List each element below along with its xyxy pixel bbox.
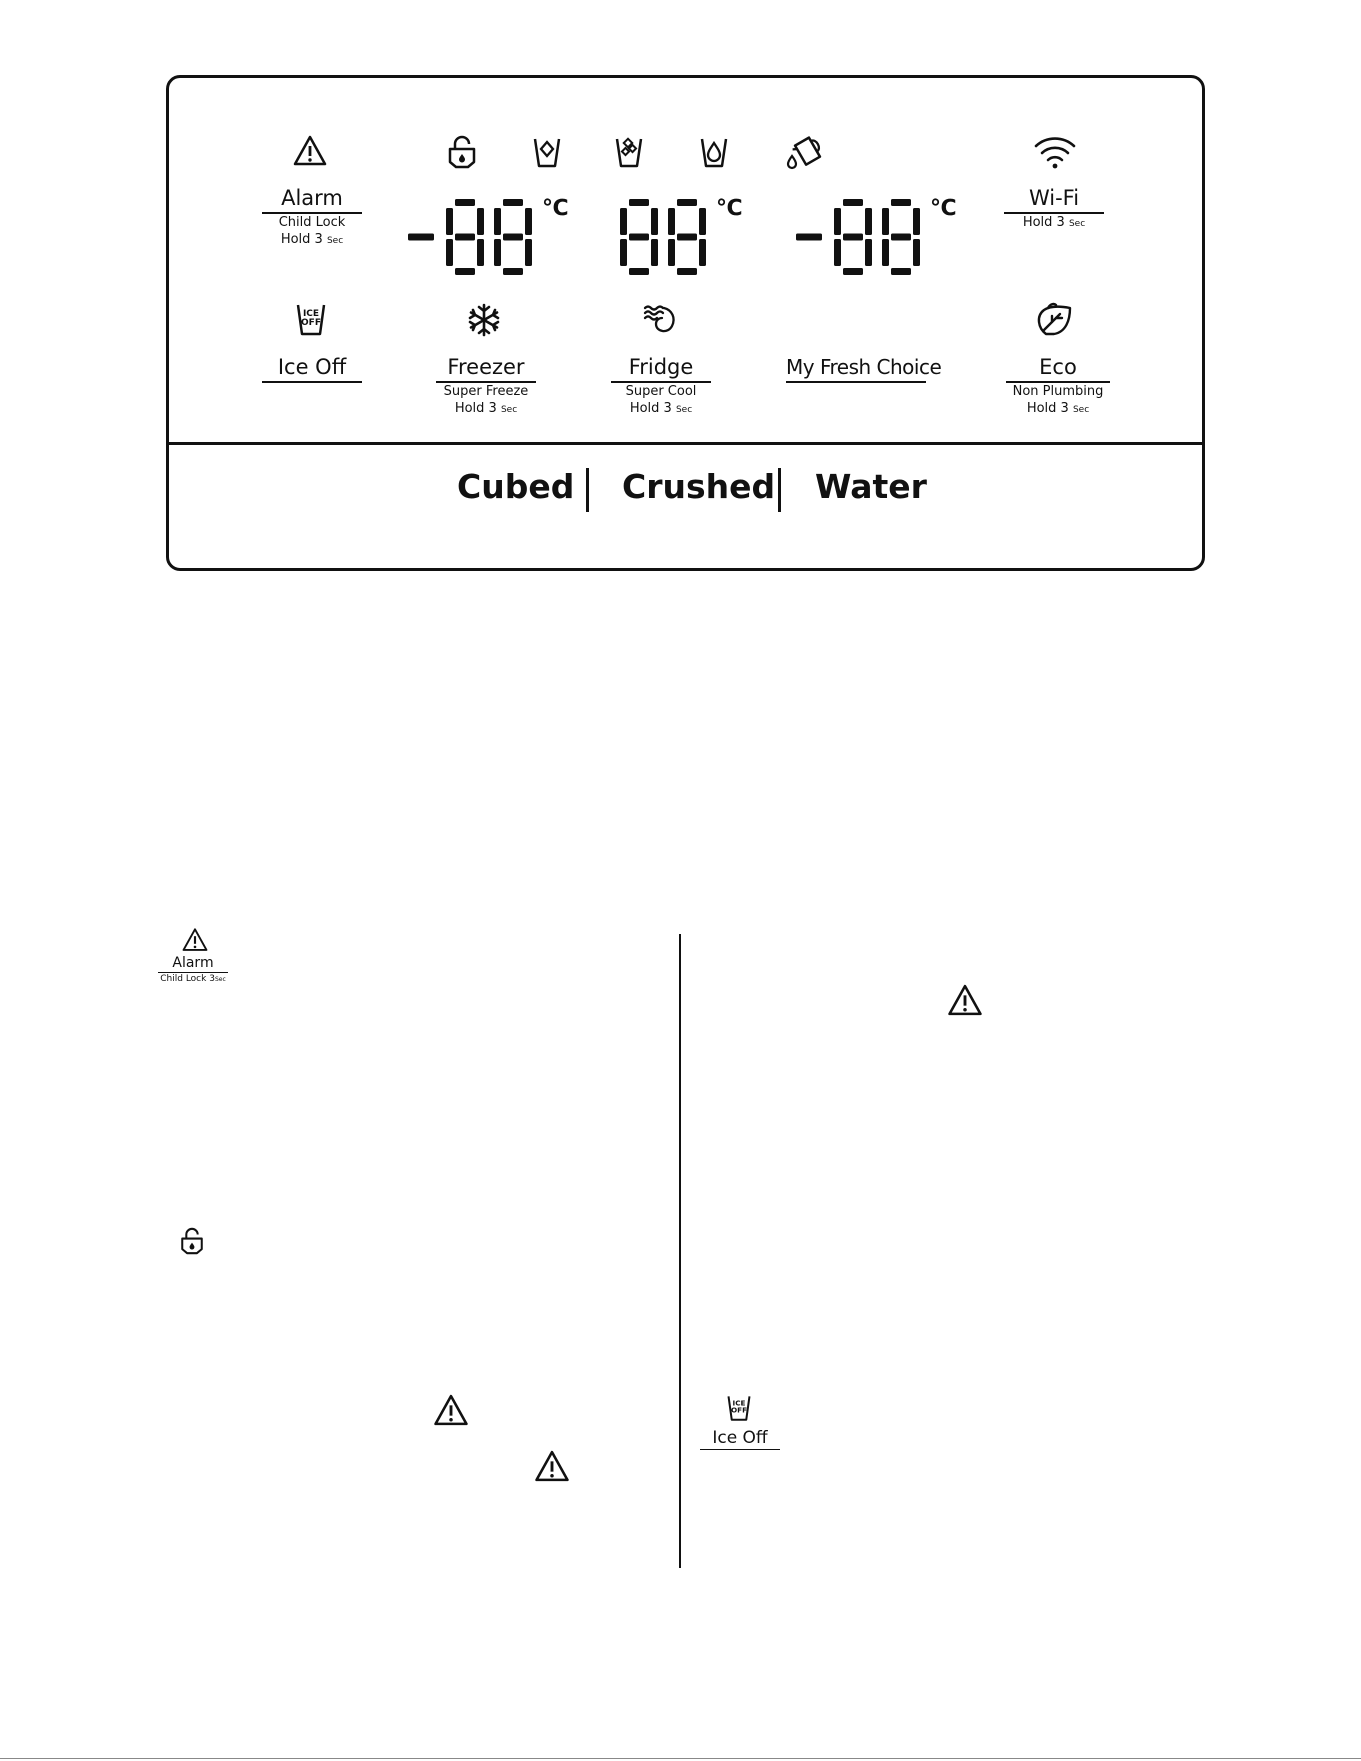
display-segment (494, 239, 501, 266)
super-cool-label: Super Cool (625, 384, 697, 399)
display-segment (677, 268, 697, 275)
display-segment (834, 208, 841, 235)
super-freeze-label: Super Freeze (443, 384, 529, 399)
display-segment (891, 268, 911, 275)
fridge-temp-unit: ℃ (716, 196, 743, 221)
legend-ice-off-icon-text1: ICE (732, 1398, 746, 1408)
dispenser-separator (586, 468, 589, 512)
fridge-hold-label (611, 400, 711, 419)
display-segment (408, 234, 434, 241)
wifi-label: Wi-Fi (1028, 186, 1080, 210)
child-lock-label: Child Lock (278, 215, 346, 230)
water-button[interactable]: Water (815, 467, 927, 506)
display-segment (629, 268, 649, 275)
eco-hold-text: Hold 3 (1026, 401, 1069, 416)
warning-triangle-icon (946, 983, 984, 1018)
panel-divider (169, 442, 1202, 445)
display-segment (699, 208, 706, 235)
wifi-icon[interactable] (1033, 134, 1077, 170)
ice-off-label: Ice Off (277, 355, 347, 379)
display-segment (843, 268, 863, 275)
alarm-hold-sec: Sec (326, 236, 344, 246)
display-segment (494, 208, 501, 235)
display-segment (503, 268, 523, 275)
display-segment (620, 208, 627, 235)
warning-triangle-icon (533, 1449, 571, 1484)
display-segment (651, 239, 658, 266)
legend-child-lock-text: Child Lock 3 (160, 974, 215, 984)
ice-off-icon-text1: ICE (302, 309, 320, 319)
my-fresh-choice-temp-unit: ℃ (930, 196, 957, 221)
fridge-hold-text: Hold 3 (629, 401, 672, 416)
legend-alarm-label: Alarm (172, 955, 214, 971)
display-segment (699, 239, 706, 266)
wifi-button[interactable] (1004, 185, 1104, 233)
my-fresh-choice-underline (786, 381, 926, 383)
wifi-hold-sec: Sec (1068, 219, 1086, 229)
display-segment (865, 239, 872, 266)
my-fresh-choice-label: My Fresh Choice (786, 355, 942, 379)
legend-alarm (158, 955, 228, 986)
warning-triangle-icon (181, 927, 209, 953)
eco-button[interactable] (1006, 354, 1110, 419)
crushed-ice-icon[interactable] (613, 134, 645, 170)
column-divider (679, 934, 681, 1568)
display-segment (668, 239, 675, 266)
fridge-hold-sec: Sec (675, 405, 693, 415)
fridge-label: Fridge (628, 355, 694, 379)
wifi-hold-text: Hold 3 (1022, 215, 1065, 230)
leaf-icon[interactable] (1034, 300, 1074, 338)
display-segment (455, 199, 475, 206)
display-segment (629, 234, 649, 241)
legend-ice-off (700, 1427, 780, 1450)
alarm-label: Alarm (281, 186, 343, 210)
freezer-hold-sec: Sec (500, 405, 518, 415)
ice-off-icon (726, 1394, 752, 1423)
freezer-temp-unit: ℃ (542, 196, 569, 221)
display-segment (882, 239, 889, 266)
display-segment (882, 208, 889, 235)
snowflake-icon[interactable] (466, 302, 502, 338)
dispenser-separator (778, 468, 781, 512)
freezer-hold-text: Hold 3 (454, 401, 497, 416)
display-segment (865, 208, 872, 235)
display-segment (677, 234, 697, 241)
display-segment (629, 199, 649, 206)
cubed-button[interactable]: Cubed (457, 467, 575, 506)
legend-child-lock-label (158, 973, 228, 986)
padlock-icon[interactable] (446, 134, 478, 170)
freezer-label: Freezer (447, 355, 525, 379)
display-segment (668, 208, 675, 235)
display-segment (446, 208, 453, 235)
display-segment (891, 199, 911, 206)
legend-ice-off-underline (700, 1449, 780, 1450)
fridge-button[interactable] (611, 354, 711, 419)
display-segment (525, 208, 532, 235)
display-segment (843, 199, 863, 206)
page-bottom-rule (0, 1758, 1361, 1759)
legend-child-lock-sec: Sec (214, 976, 226, 983)
my-fresh-choice-button[interactable] (786, 354, 942, 383)
display-segment (913, 208, 920, 235)
display-segment (455, 234, 475, 241)
ice-off-icon[interactable] (295, 302, 327, 338)
display-segment (503, 199, 523, 206)
display-segment (620, 239, 627, 266)
display-segment (477, 239, 484, 266)
display-segment (677, 199, 697, 206)
alarm-hold-text: Hold 3 (280, 232, 323, 247)
display-segment (525, 239, 532, 266)
padlock-icon (179, 1226, 205, 1256)
freezer-hold-label (436, 400, 536, 419)
ice-off-underline (262, 381, 362, 383)
display-segment (651, 208, 658, 235)
ice-off-icon-text2: OFF (301, 318, 321, 328)
display-segment (446, 239, 453, 266)
legend-ice-off-icon-text2: OFF (730, 1405, 748, 1415)
non-plumbing-label: Non Plumbing (1012, 384, 1104, 399)
wifi-hold-label (1004, 214, 1104, 233)
display-segment (891, 234, 911, 241)
display-segment (913, 239, 920, 266)
eco-label: Eco (1039, 355, 1077, 379)
display-segment (796, 234, 822, 241)
warning-triangle-icon (432, 1393, 470, 1428)
cool-wave-icon[interactable] (642, 302, 680, 338)
my-fresh-choice-temp-display (796, 195, 926, 281)
display-segment (843, 234, 863, 241)
warning-triangle-icon[interactable] (292, 134, 328, 168)
display-segment (455, 268, 475, 275)
display-segment (503, 234, 523, 241)
eco-hold-label (1006, 400, 1110, 419)
eco-hold-sec: Sec (1072, 405, 1090, 415)
alarm-hold-label (262, 231, 362, 250)
water-drop-icon[interactable] (698, 134, 730, 170)
display-segment (834, 239, 841, 266)
legend-ice-off-label: Ice Off (712, 1428, 768, 1448)
display-segment (477, 208, 484, 235)
pitcher-icon[interactable] (784, 134, 826, 172)
fridge-temp-display (620, 195, 710, 281)
ice-off-button[interactable] (262, 354, 362, 383)
ice-cube-icon[interactable] (531, 134, 563, 170)
crushed-button[interactable]: Crushed (622, 467, 776, 506)
freezer-temp-display (408, 195, 538, 281)
freezer-button[interactable] (436, 354, 536, 419)
alarm-button[interactable] (262, 185, 362, 250)
